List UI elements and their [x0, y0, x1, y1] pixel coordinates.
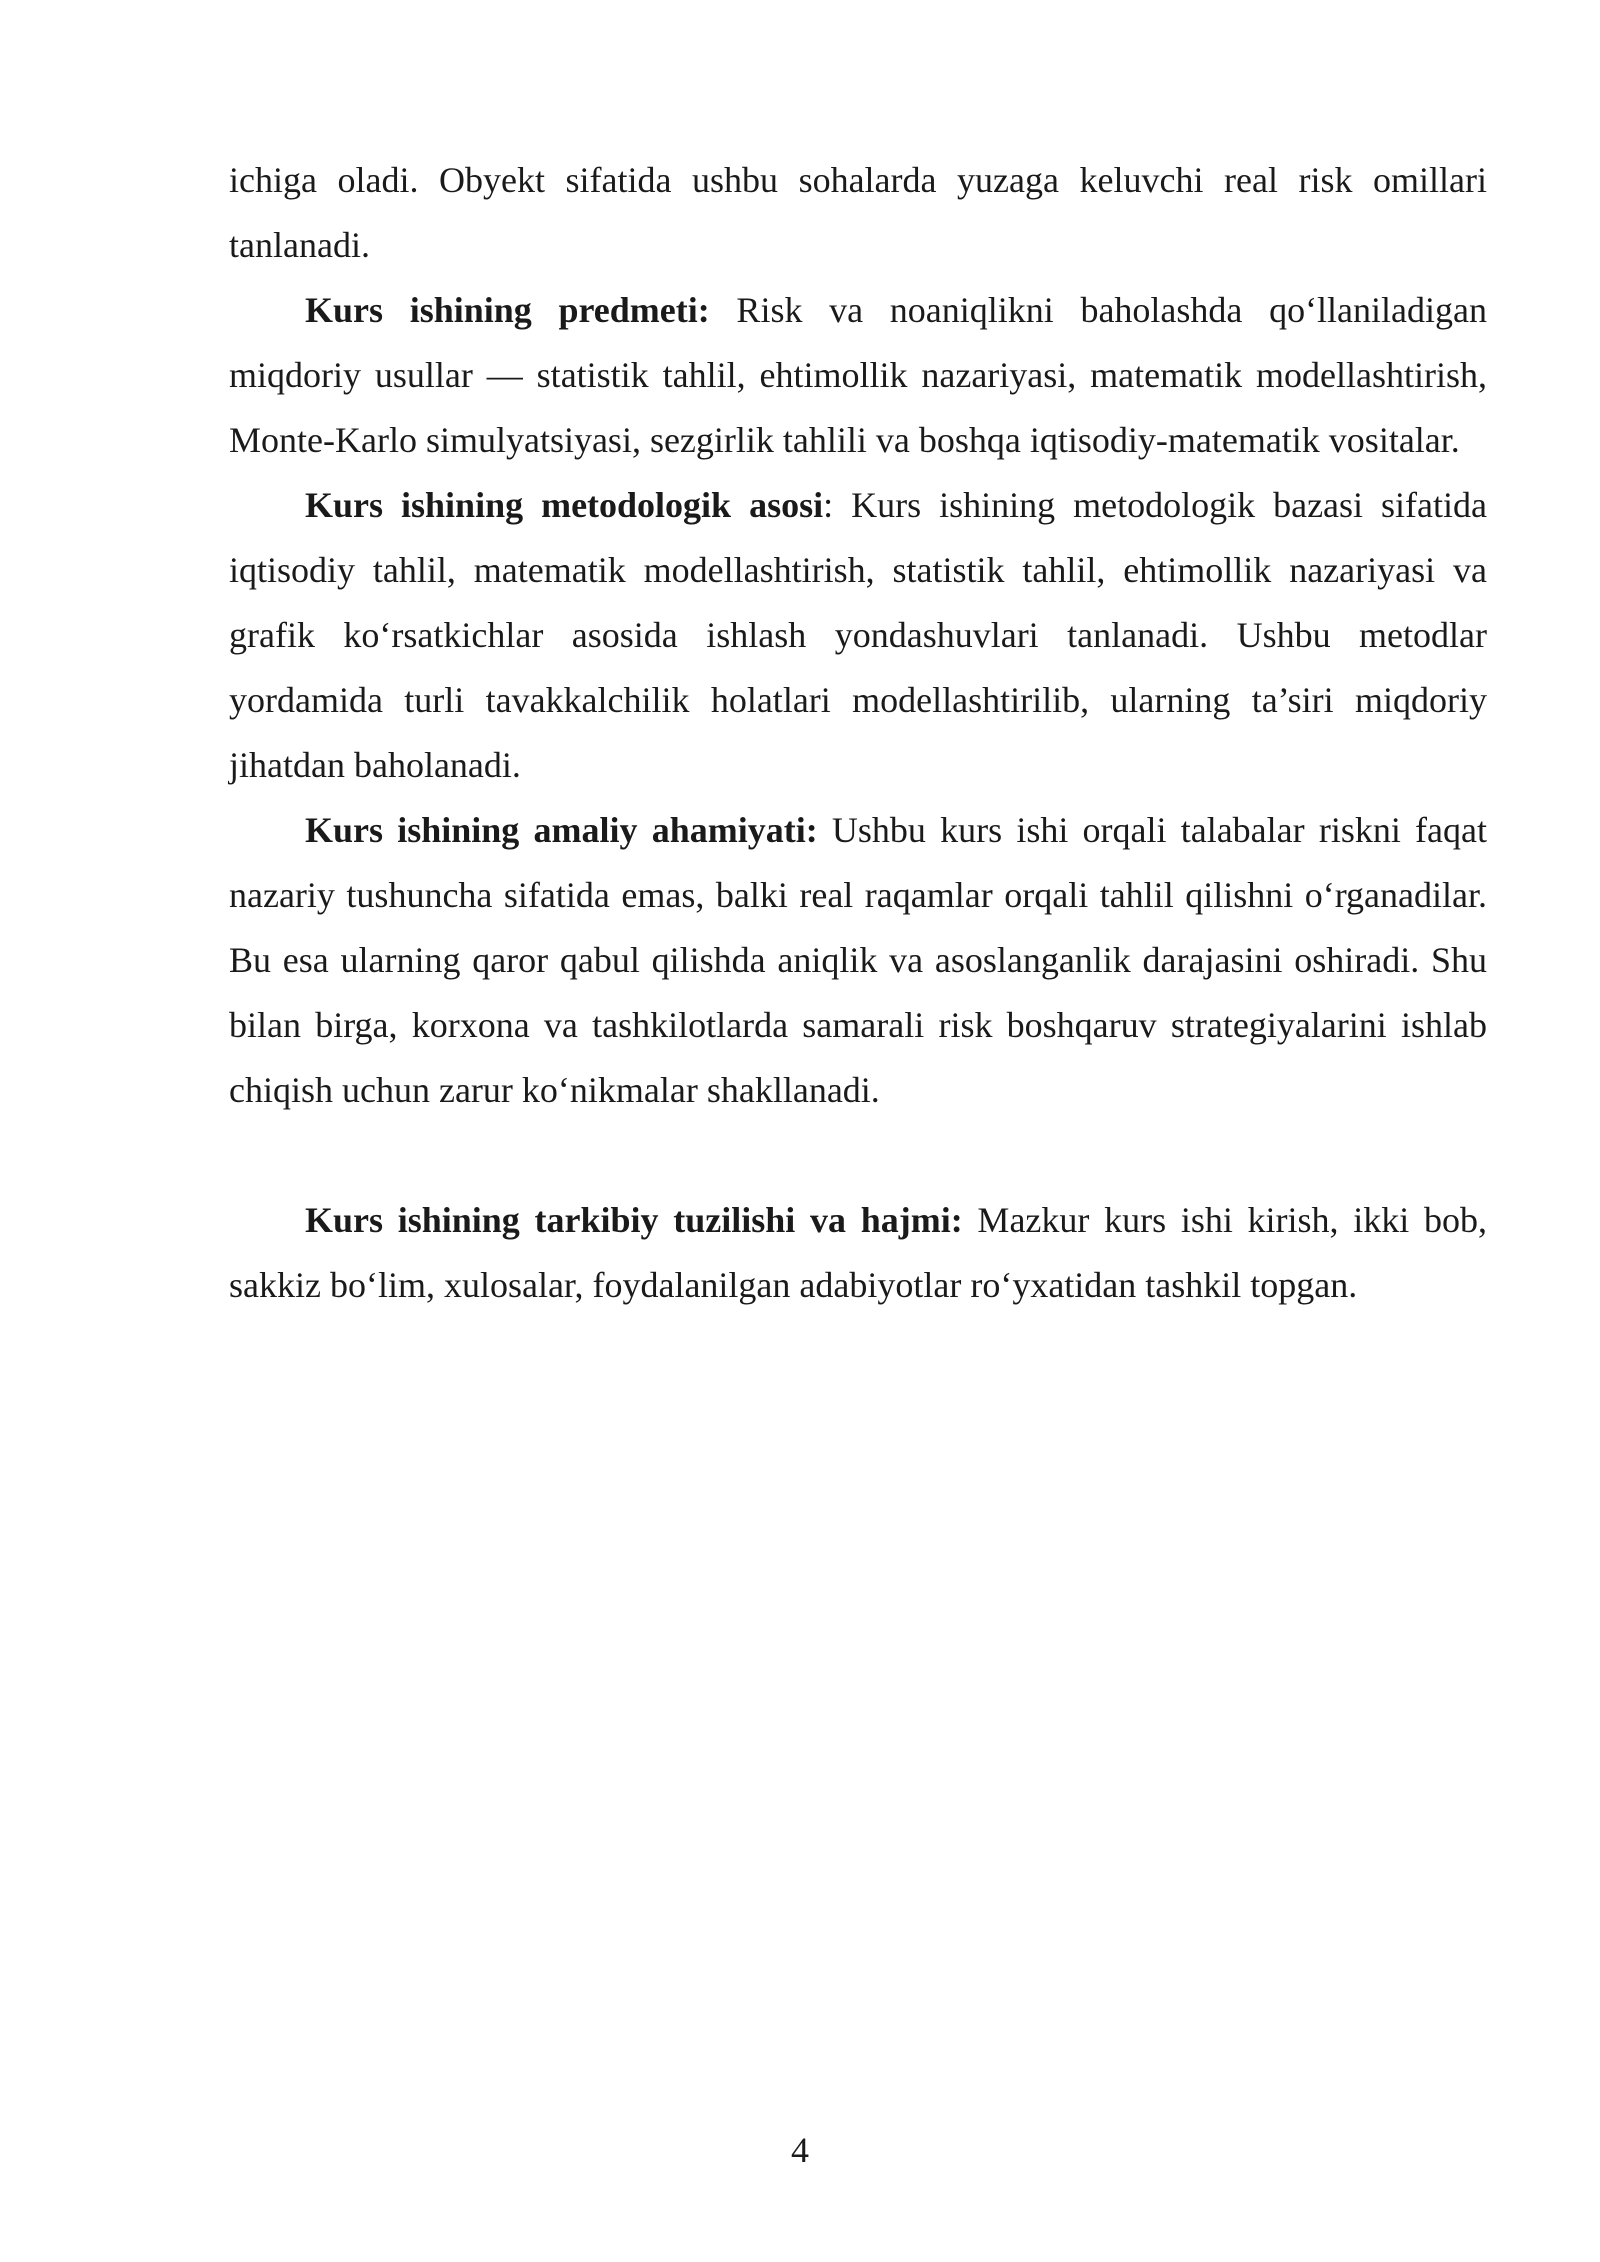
- paragraph-heading: Kurs ishining metodologik asosi: [305, 485, 824, 525]
- paragraph-methodology: [229, 473, 1487, 798]
- page-body: [229, 148, 1487, 1318]
- paragraph-heading: Kurs ishining tarkibiy tuzilishi va hajmi:: [305, 1200, 963, 1240]
- paragraph-object-continuation: [229, 148, 1487, 278]
- paragraph-subject: [229, 278, 1487, 473]
- paragraph-heading: Kurs ishining predmeti:: [305, 290, 710, 330]
- paragraph-text: Risk va noaniqlikni baholashda qo‘llaniladigan miqdoriy usullar — statistik tahlil, ehtimollik nazariyasi, matematik modellashtirish, Monte-Karlo simulyatsiyasi, sezgirlik tahlili va boshqa iqtisodiy-matematik vositalar.: [229, 290, 1488, 460]
- paragraph-text: ichiga oladi. Obyekt sifatida ushbu sohalarda yuzaga keluvchi real risk omillari tanlanadi.: [229, 160, 1487, 265]
- paragraph-structure: [229, 1188, 1487, 1318]
- paragraph-heading: Kurs ishining amaliy ahamiyati:: [305, 810, 818, 850]
- paragraph-text: : Kurs ishining metodologik bazasi sifatida iqtisodiy tahlil, matematik modellashtirish, statistik tahlil, ehtimollik nazariyasi va grafik ko‘rsatkichlar asosida ishlash yondashuvlari tanlanadi. Ushbu metodlar yordamida turli tavakkalchilik holatlari modellashtirilib, ularning ta’siri miqdoriy jihatdan baholanadi.: [229, 485, 1487, 785]
- page-number: 4: [791, 2130, 809, 2170]
- paragraph-practical-significance: [229, 798, 1487, 1123]
- paragraph-text: Ushbu kurs ishi orqali talabalar riskni faqat nazariy tushuncha sifatida emas, balki real raqamlar orqali tahlil qilishni o‘rganadilar. Bu esa ularning qaror qabul qilishda aniqlik va asoslanganlik darajasini oshiradi. Shu bilan birga, korxona va tashkilotlarda samarali risk boshqaruv strategiyalarini ishlab chiqish uchun zarur ko‘nikmalar shakllanadi.: [229, 810, 1487, 1110]
- paragraph-text: Mazkur kurs ishi kirish, ikki bob, sakkiz bo‘lim, xulosalar, foydalanilgan adabiyotlar ro‘yxatidan tashkil topgan.: [229, 1200, 1487, 1305]
